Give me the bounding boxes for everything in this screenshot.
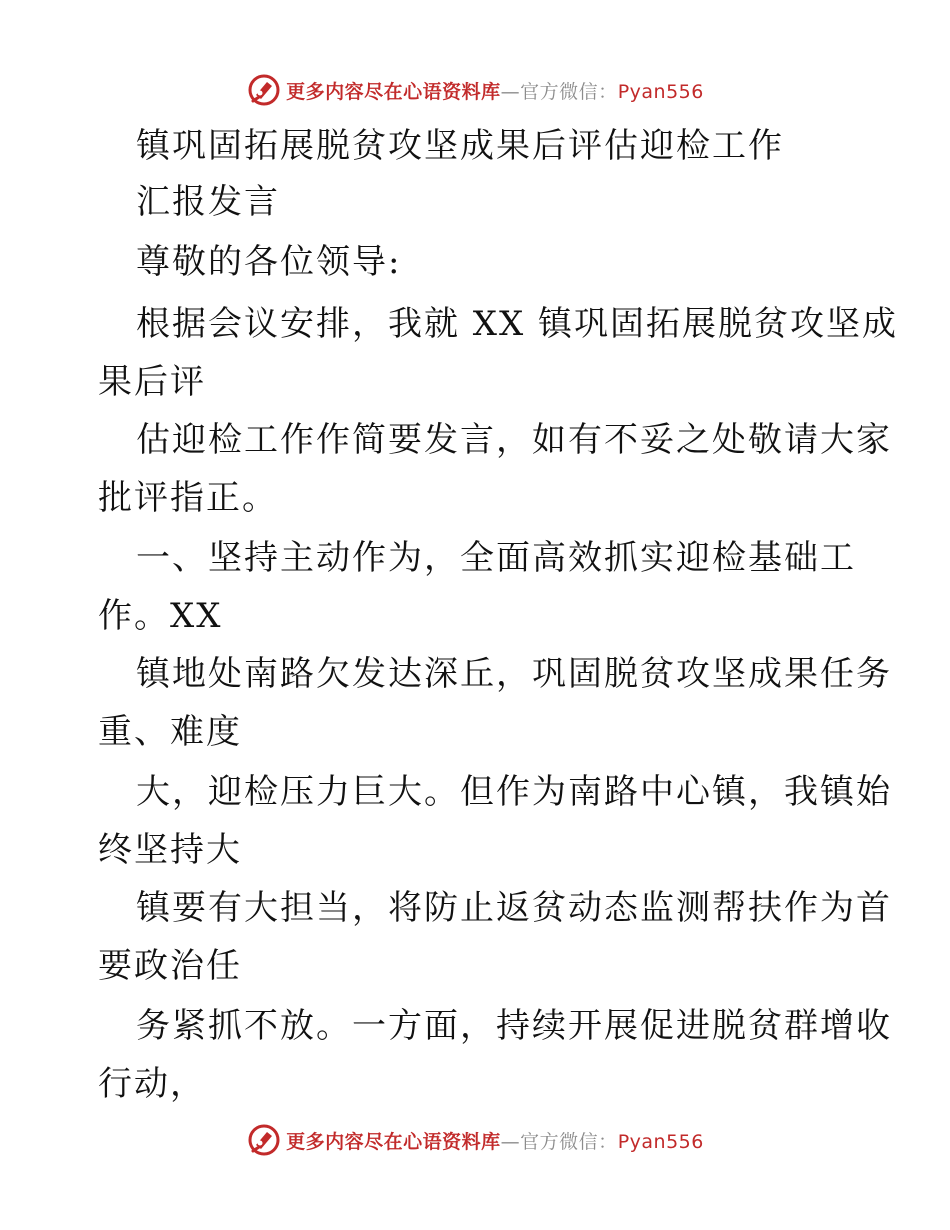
footer-watermark-banner — [0, 1120, 950, 1160]
doc-line: 镇地处南路欠发达深丘，巩固脱贫攻坚成果任务 — [136, 654, 892, 694]
doc-line: 行动， — [98, 1064, 206, 1104]
watermark-dash: — — [500, 1130, 521, 1153]
watermark-site-text: 更多内容尽在心语资料库 — [286, 80, 501, 103]
doc-title-line-2: 汇报发言 — [136, 182, 280, 222]
doc-line: 果后评 — [98, 362, 206, 402]
watermark-wechat-label: 官方微信： — [520, 1130, 618, 1153]
logo-icon — [246, 1122, 282, 1158]
doc-title-line-1: 镇巩固拓展脱贫攻坚成果后评估迎检工作 — [136, 126, 784, 166]
doc-section-heading: 一、坚持主动作为，全面高效抓实迎检基础工 — [136, 538, 856, 578]
doc-line: 要政治任 — [98, 946, 242, 986]
doc-line: 批评指正。 — [98, 478, 278, 518]
watermark-dash: — — [500, 80, 521, 103]
watermark-text — [286, 1127, 704, 1154]
watermark-wechat-id: Pyan556 — [617, 1130, 704, 1153]
doc-line: 重、难度 — [98, 712, 242, 752]
watermark-wechat-id: Pyan556 — [617, 80, 704, 103]
doc-line: 终坚持大 — [98, 830, 242, 870]
doc-line: 根据会议安排，我就 XX 镇巩固拓展脱贫攻坚成 — [136, 304, 899, 344]
watermark-site-text: 更多内容尽在心语资料库 — [286, 1130, 501, 1153]
doc-line: 估迎检工作作简要发言，如有不妥之处敬请大家 — [136, 420, 892, 460]
doc-line: 作。XX — [98, 596, 223, 636]
logo-icon — [246, 72, 282, 108]
doc-line: 大，迎检压力巨大。但作为南路中心镇，我镇始 — [136, 772, 892, 812]
watermark-text — [286, 77, 704, 104]
watermark-wechat-label: 官方微信： — [520, 80, 618, 103]
header-watermark-banner — [0, 70, 950, 110]
doc-salutation: 尊敬的各位领导: — [136, 242, 402, 282]
doc-line: 务紧抓不放。一方面，持续开展促进脱贫群增收 — [136, 1006, 892, 1046]
doc-line: 镇要有大担当，将防止返贫动态监测帮扶作为首 — [136, 888, 892, 928]
